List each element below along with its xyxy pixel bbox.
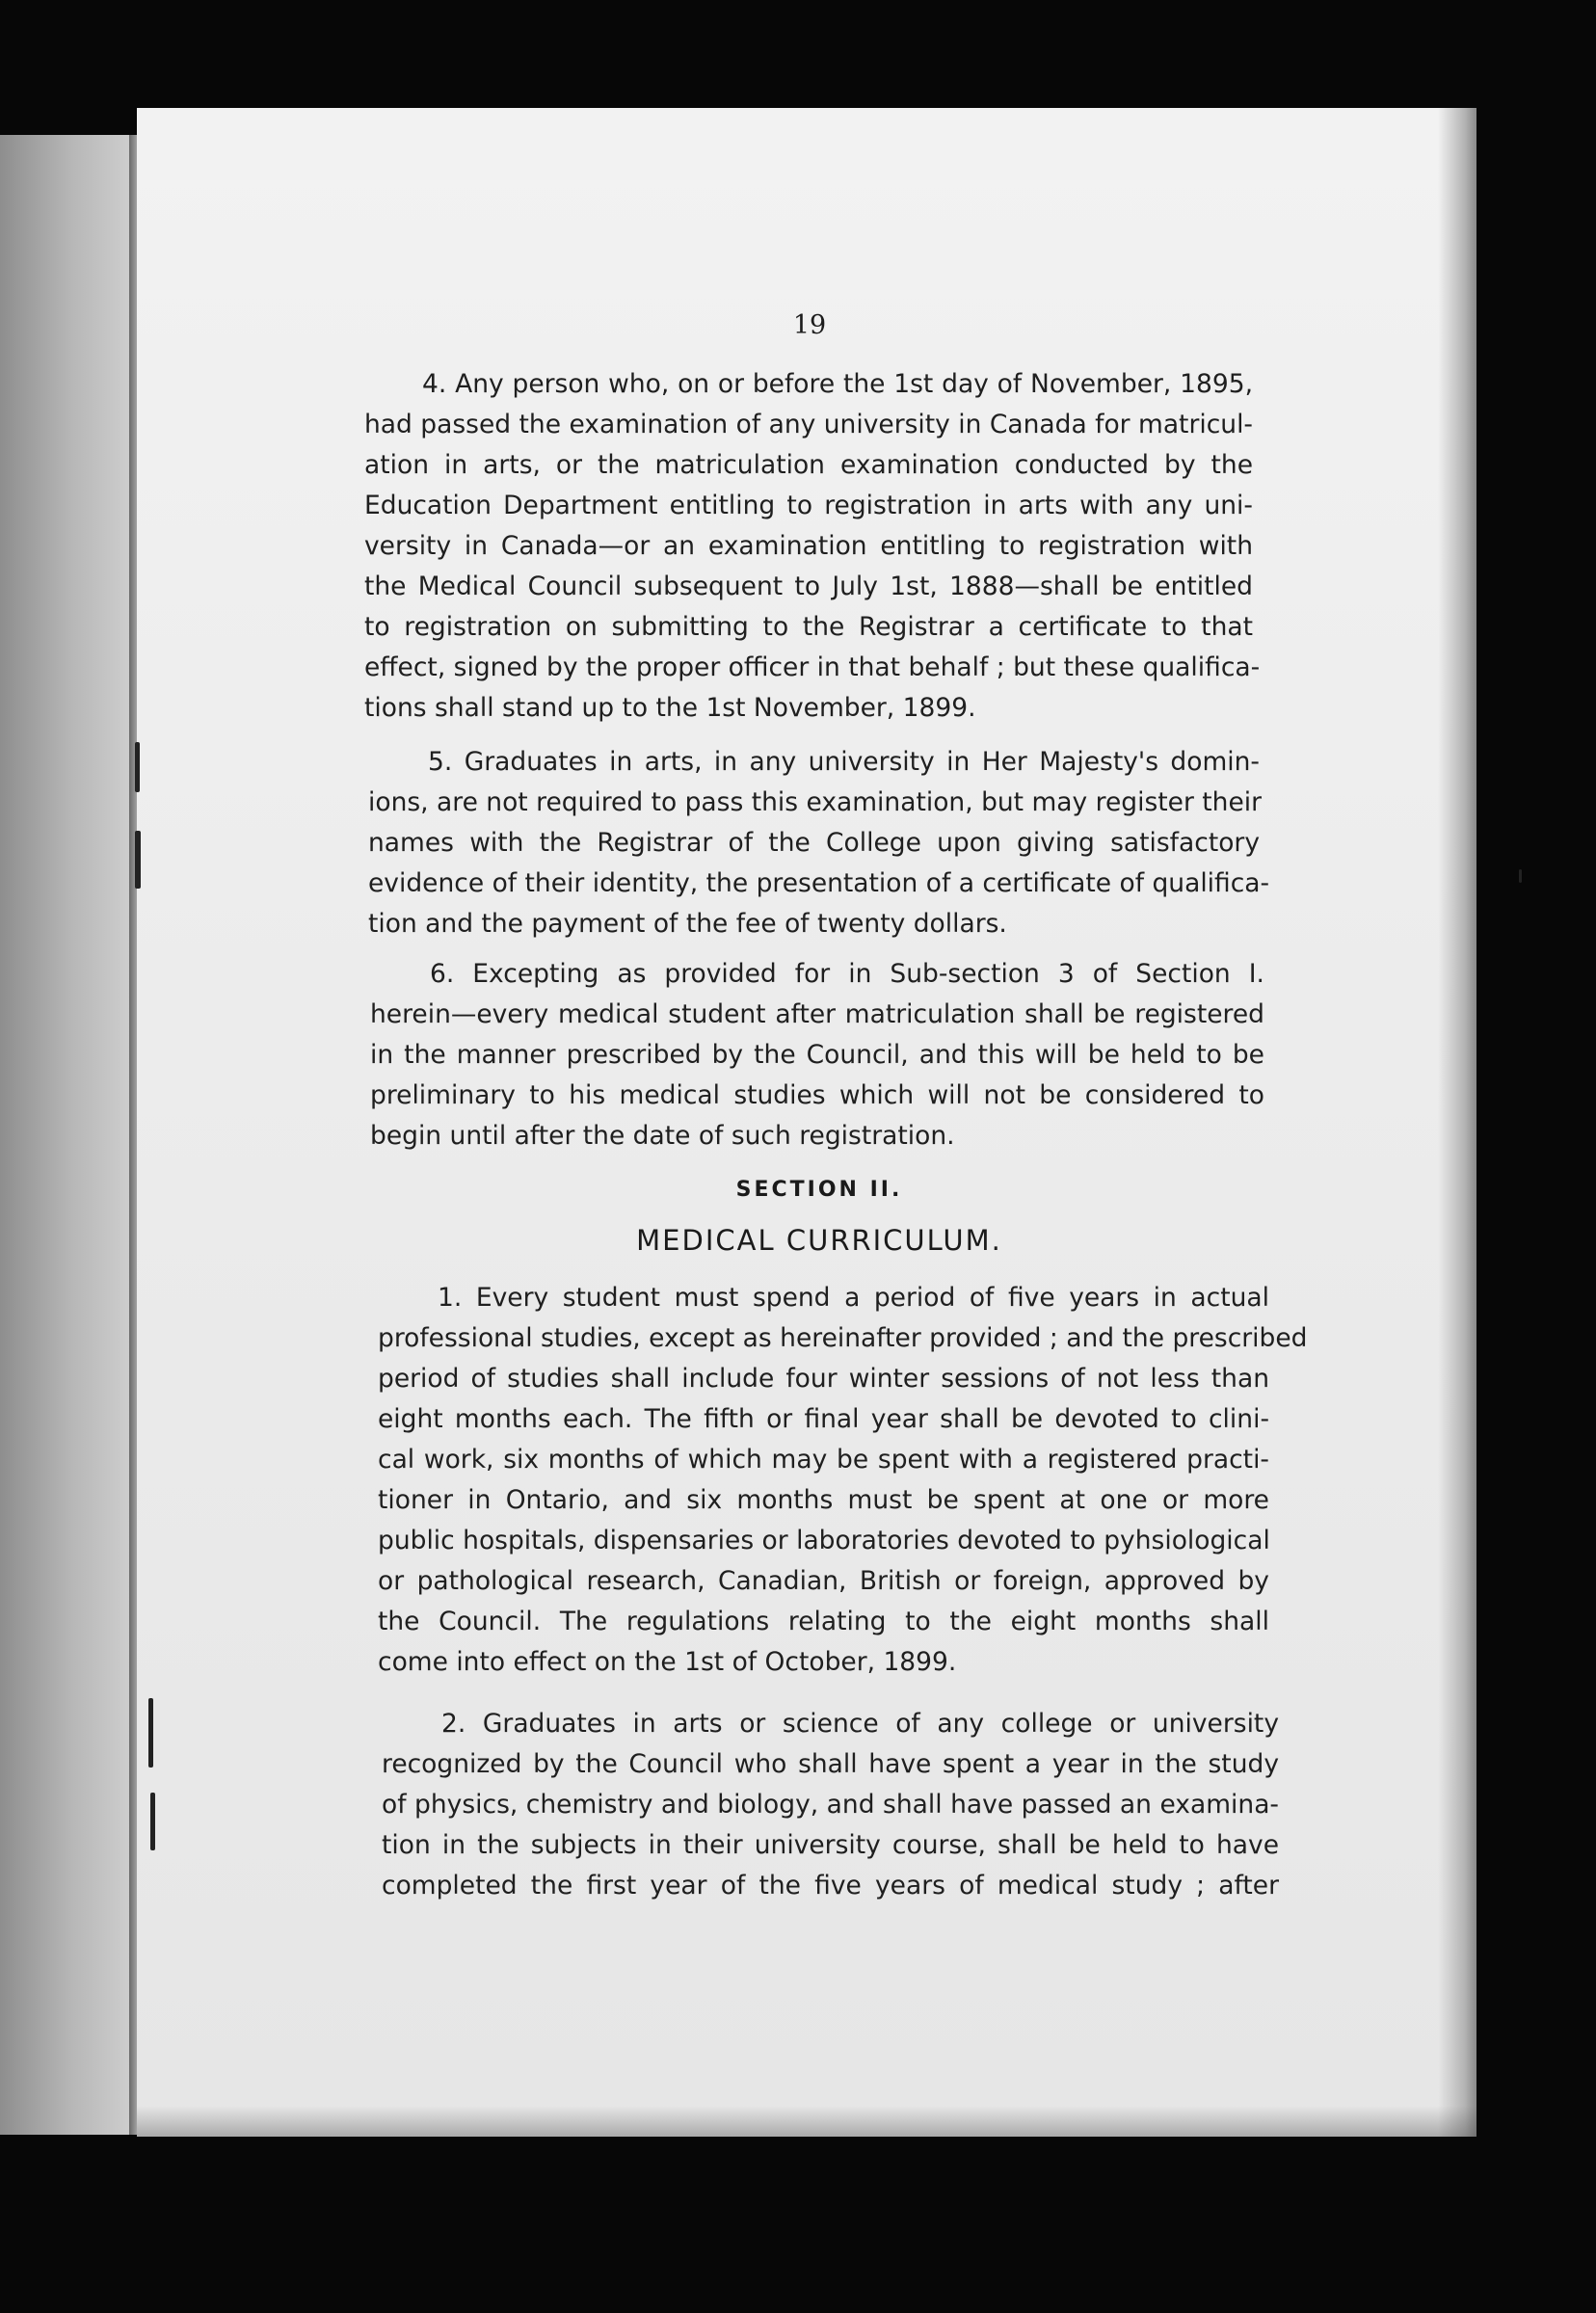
paragraph-line: effect, signed by the proper officer in that behalf ; but these qualifica- bbox=[364, 652, 1261, 682]
section-heading: SECTION II. bbox=[735, 1178, 903, 1202]
paragraph-line: herein—every medical student after matriculation shall be registered bbox=[370, 999, 1264, 1029]
paragraph-line: recognized by the Council who shall have spent a year in the study bbox=[382, 1749, 1279, 1779]
paragraph-4 bbox=[364, 364, 1261, 729]
paragraph-line: the Council. The regulations relating to the eight months shall bbox=[378, 1607, 1269, 1636]
paragraph-line: 1. Every student must spend a period of five years in actual bbox=[438, 1283, 1269, 1313]
curriculum-paragraph-1 bbox=[378, 1278, 1308, 1683]
paragraph-line: of physics, chemistry and biology, and shall have passed an examina- bbox=[382, 1790, 1279, 1820]
paragraph-line: evidence of their identity, the presentation of a certificate of qualifica- bbox=[368, 868, 1270, 898]
paragraph-line: 4. Any person who, on or before the 1st day of November, 1895, bbox=[422, 369, 1253, 399]
page-bottom-shadow bbox=[137, 2106, 1476, 2137]
paragraph-line: in the manner prescribed by the Council, and this will be held to be bbox=[370, 1040, 1264, 1070]
paragraph-line: had passed the examination of any university in Canada for matricul- bbox=[364, 410, 1253, 439]
paragraph-line: tioner in Ontario, and six months must be spent at one or more bbox=[378, 1485, 1269, 1515]
paragraph-line: period of studies shall include four winter sessions of not less than bbox=[378, 1364, 1269, 1394]
paragraph-line: preliminary to his medical studies which will not be considered to bbox=[370, 1080, 1264, 1110]
paragraph-line: to registration on submitting to the Registrar a certificate to that bbox=[364, 612, 1253, 642]
binding-mark bbox=[150, 1793, 155, 1850]
paragraph-5 bbox=[368, 742, 1270, 944]
paragraph-line: names with the Registrar of the College upon giving satisfactory bbox=[368, 828, 1260, 858]
paragraph-line: completed the first year of the five years of medical study ; after bbox=[382, 1871, 1279, 1901]
page-number: 19 bbox=[792, 310, 827, 340]
binding-mark bbox=[135, 742, 140, 792]
paragraph-line: or pathological research, Canadian, British or foreign, approved by bbox=[378, 1566, 1269, 1596]
paragraph-line: Education Department entitling to registration in arts with any uni- bbox=[364, 491, 1253, 520]
paragraph-line: 5. Graduates in arts, in any university in Her Majesty's domin- bbox=[428, 747, 1260, 777]
facing-page-edge bbox=[0, 135, 135, 2135]
page-edge-shadow bbox=[1438, 108, 1476, 2137]
margin-speck bbox=[1519, 869, 1522, 883]
paragraph-line: 2. Graduates in arts or science of any college or university bbox=[441, 1709, 1279, 1739]
paragraph-line: cal work, six months of which may be spent with a registered practi- bbox=[378, 1445, 1269, 1475]
binding-mark bbox=[148, 1698, 153, 1768]
paragraph-line: eight months each. The fifth or final year shall be devoted to clini- bbox=[378, 1404, 1269, 1434]
curriculum-paragraph-2 bbox=[382, 1704, 1279, 1906]
paragraph-line: 6. Excepting as provided for in Sub-section 3 of Section I. bbox=[430, 959, 1264, 989]
paragraph-line: come into effect on the 1st of October, 1899. bbox=[378, 1647, 957, 1677]
paragraph-line: begin until after the date of such registration. bbox=[370, 1121, 955, 1151]
paragraph-line: ions, are not required to pass this examination, but may register their bbox=[368, 787, 1263, 817]
paragraph-line: tions shall stand up to the 1st November, 1899. bbox=[364, 693, 976, 723]
paragraph-line: versity in Canada—or an examination entitling to registration with bbox=[364, 531, 1253, 561]
paragraph-line: tion in the subjects in their university course, shall be held to have bbox=[382, 1830, 1279, 1860]
paragraph-line: tion and the payment of the fee of twenty dollars. bbox=[368, 909, 1007, 939]
paragraph-line: ation in arts, or the matriculation examination conducted by the bbox=[364, 450, 1253, 480]
paragraph-line: public hospitals, dispensaries or laboratories devoted to pyhsiological bbox=[378, 1526, 1270, 1555]
paragraph-line: the Medical Council subsequent to July 1st, 1888—shall be entitled bbox=[364, 572, 1253, 601]
section-title: MEDICAL CURRICULUM. bbox=[636, 1224, 1002, 1257]
paragraph-line: professional studies, except as hereinafter provided ; and the prescribed bbox=[378, 1323, 1308, 1353]
binding-mark bbox=[135, 831, 141, 889]
paragraph-6 bbox=[370, 954, 1264, 1156]
